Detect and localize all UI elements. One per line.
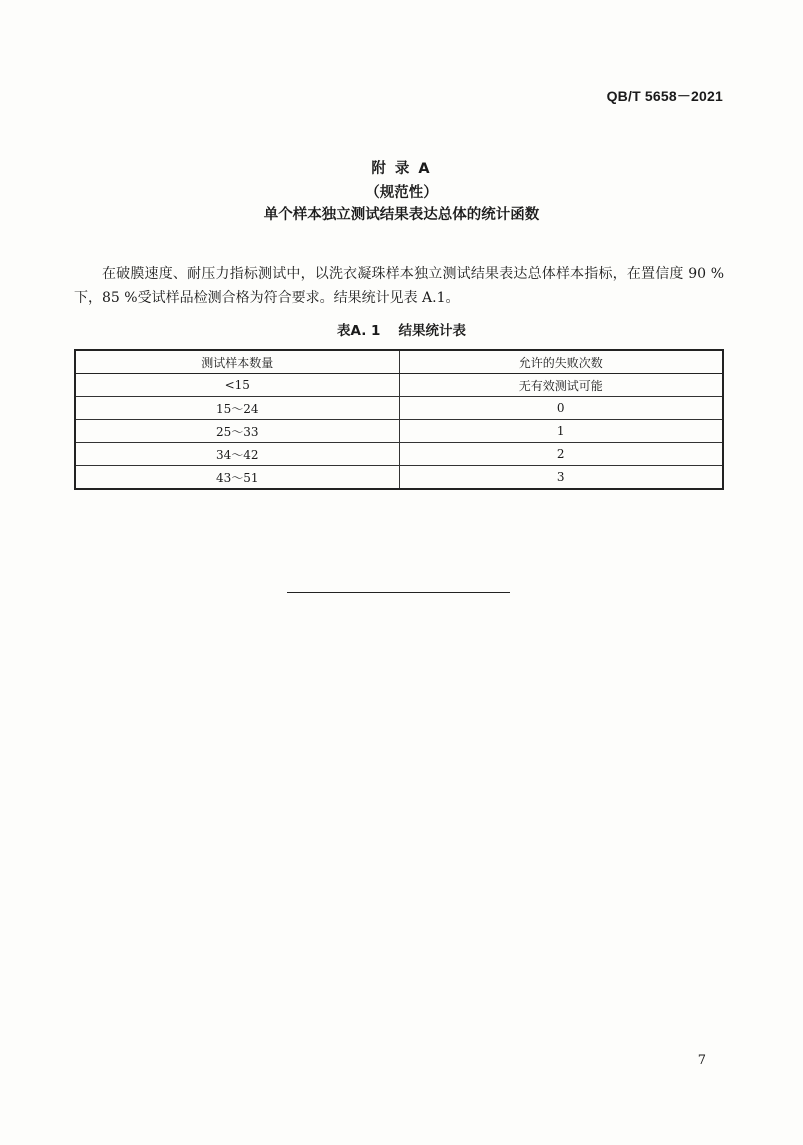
column-header-sample-count: 测试样本数量 xyxy=(75,350,399,374)
column-header-allowed-failures: 允许的失败次数 xyxy=(399,350,723,374)
table-cell-sample-count: <15 xyxy=(75,374,399,397)
table-cell-allowed-failures: 0 xyxy=(399,397,723,420)
table-row xyxy=(75,397,723,420)
table-row xyxy=(75,374,723,397)
table-caption xyxy=(0,319,803,339)
appendix-type: （规范性） xyxy=(365,185,438,201)
results-table xyxy=(74,349,724,490)
table-cell-sample-count: 25～33 xyxy=(75,420,399,443)
table-caption-title: 结果统计表 xyxy=(398,323,466,339)
table-cell-allowed-failures: 1 xyxy=(399,420,723,443)
appendix-title: 单个样本独立测试结果表达总体的统计函数 xyxy=(263,207,540,223)
standard-code: QB/T 5658－2021 xyxy=(606,88,723,104)
appendix-end-rule xyxy=(287,592,510,593)
page-number: 7 xyxy=(697,1053,706,1068)
appendix-label: 附 录 A xyxy=(371,161,432,177)
body-paragraph: 在破膜速度、耐压力指标测试中，以洗衣凝珠样本独立测试结果表达总体样本指标，在置信度 90 % 下，85 %受试样品检测合格为符合要求。结果统计见表 A.1。 xyxy=(74,266,724,306)
table-cell-allowed-failures: 无有效测试可能 xyxy=(399,374,723,397)
table-cell-allowed-failures: 3 xyxy=(399,466,723,490)
table-row xyxy=(75,466,723,490)
table-caption-number: 表A. 1 xyxy=(337,323,381,339)
table-cell-sample-count: 43～51 xyxy=(75,466,399,490)
table-cell-sample-count: 34～42 xyxy=(75,443,399,466)
table-header-row xyxy=(75,350,723,374)
table-cell-sample-count: 15～24 xyxy=(75,397,399,420)
table-row xyxy=(75,443,723,466)
table-row xyxy=(75,420,723,443)
table-cell-allowed-failures: 2 xyxy=(399,443,723,466)
